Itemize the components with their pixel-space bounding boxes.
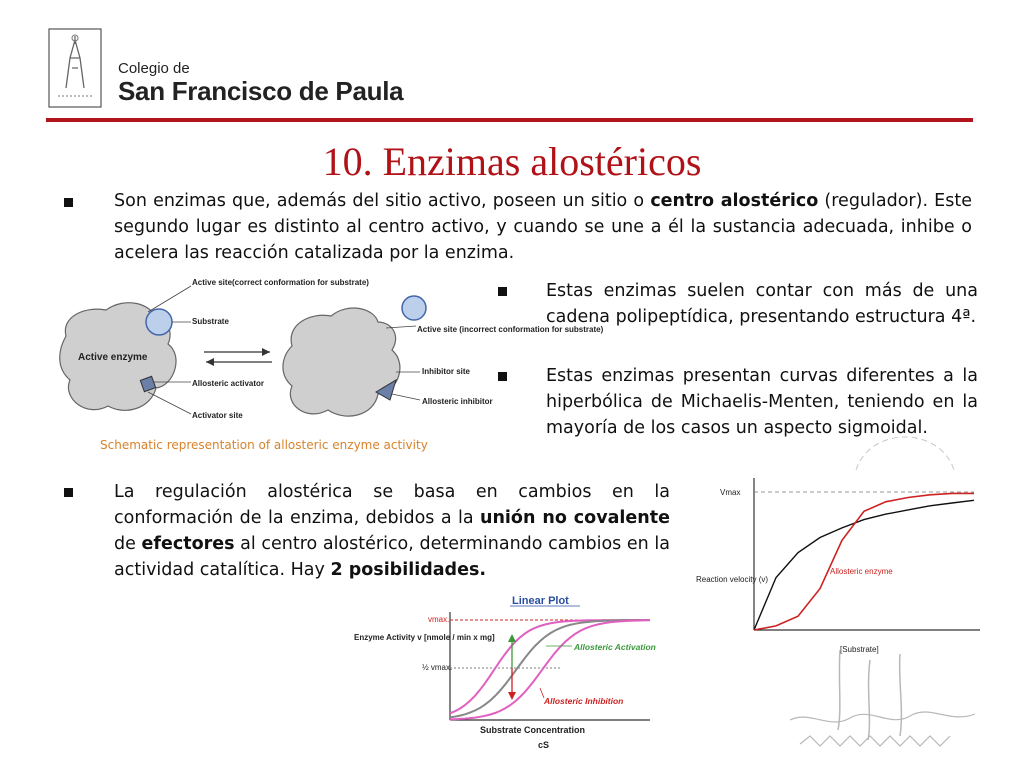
x-axis-label: Substrate Concentration [480, 725, 586, 735]
school-logo [48, 28, 102, 108]
label-activator-site: Activator site [192, 411, 243, 420]
y-axis-label [696, 575, 768, 584]
watermark-seal-arc [850, 420, 960, 480]
x-axis-label: [Substrate] [840, 645, 879, 654]
school-name-line2: San Francisco de Paula [118, 76, 404, 106]
label-allosteric-activator: Allosteric activator [192, 379, 265, 388]
figure-caption: Schematic representation of allosteric enzyme activity [100, 438, 428, 452]
x-axis-symbol: cS [538, 740, 550, 750]
vmax-label: vmax. [428, 615, 450, 624]
chart-title: Linear Plot [512, 595, 569, 607]
label-allosteric-inhibitor: Allosteric inhibitor [422, 397, 493, 406]
y-axis-label-text: Reaction velocity (v) [696, 575, 769, 584]
school-name-line1: Colegio de [118, 60, 190, 77]
label-inhibitor-site: Inhibitor site [422, 367, 470, 376]
text-bold: unión no covalente [480, 508, 670, 528]
paragraph-quaternary-structure: Estas enzimas suelen contar con más de una cadena polipeptídica, presentando estructura 4ª. [546, 281, 978, 327]
bullet-marker [498, 372, 507, 381]
svg-text:Active site(correct conformati [192, 278, 369, 287]
series-label-inhibition: Allosteric Inhibition [544, 696, 624, 706]
y-axis-label-text: Enzyme Activity v [nmole / min x mg] [354, 633, 495, 642]
bullet-marker [64, 198, 73, 207]
bullet-marker [498, 287, 507, 296]
paragraph-sigmoidal-curves: Estas enzimas presentan curvas diferentes a la hiperbólica de Michaelis-Menten, teniendo en la mayoría de los casos un aspecto sigmoidal. [546, 366, 978, 438]
chart-linear-plot [350, 590, 680, 760]
text-bold: 2 posibilidades. [330, 560, 487, 580]
text-segment: La regulación alostérica se basa en cambios en la conformación de la enzima, debidos a la [114, 482, 670, 528]
series-allosteric-enzyme [754, 493, 974, 630]
chart-velocity-vs-substrate [690, 470, 990, 660]
watermark-signature [780, 640, 980, 760]
label-active-site: Active site(correct conformation for substrate) [192, 278, 369, 287]
text-bold: centro alostérico [650, 191, 819, 211]
series-label-activation: Allosteric Activation [574, 642, 656, 652]
label-active-site-incorrect: Active site (incorrect conformation for substrate) [417, 325, 604, 334]
vmax-label: Vmax [720, 488, 741, 497]
series-label-allosteric-enzyme: Allosteric enzyme [830, 567, 893, 576]
text-segment: (regulador). Este segundo lugar es distinto al centro activo, y cuando se une a él la sustancia adecuada, inhibe o acelera las reacción catalizada por la enzima. [114, 191, 972, 263]
header-divider [46, 118, 973, 122]
paragraph-allosteric-regulation [114, 479, 670, 583]
inactive-enzyme-shape [283, 308, 400, 416]
half-vmax-label: ½ vmax. [422, 663, 453, 672]
text-segment: al centro alostérico, determinando cambios en la actividad catalítica. Hay [114, 534, 670, 580]
text-segment: Son enzimas que, además del sitio activo, poseen un sitio o [114, 191, 651, 211]
active-enzyme-label: Active enzyme [78, 352, 148, 363]
bullet-marker [64, 488, 73, 497]
paragraph-allosteric-definition [114, 188, 972, 266]
slide-title: 10. Enzimas alostéricos [322, 139, 702, 184]
y-axis-label [354, 633, 495, 642]
series-hyperbolic [754, 500, 974, 630]
enzyme-schematic-figure [56, 276, 604, 454]
substrate-circle [146, 309, 172, 335]
text-bold: efectores [141, 534, 235, 554]
substrate-circle-unbound [402, 296, 426, 320]
text-segment: de [114, 534, 142, 554]
label-substrate: Substrate [192, 317, 229, 326]
